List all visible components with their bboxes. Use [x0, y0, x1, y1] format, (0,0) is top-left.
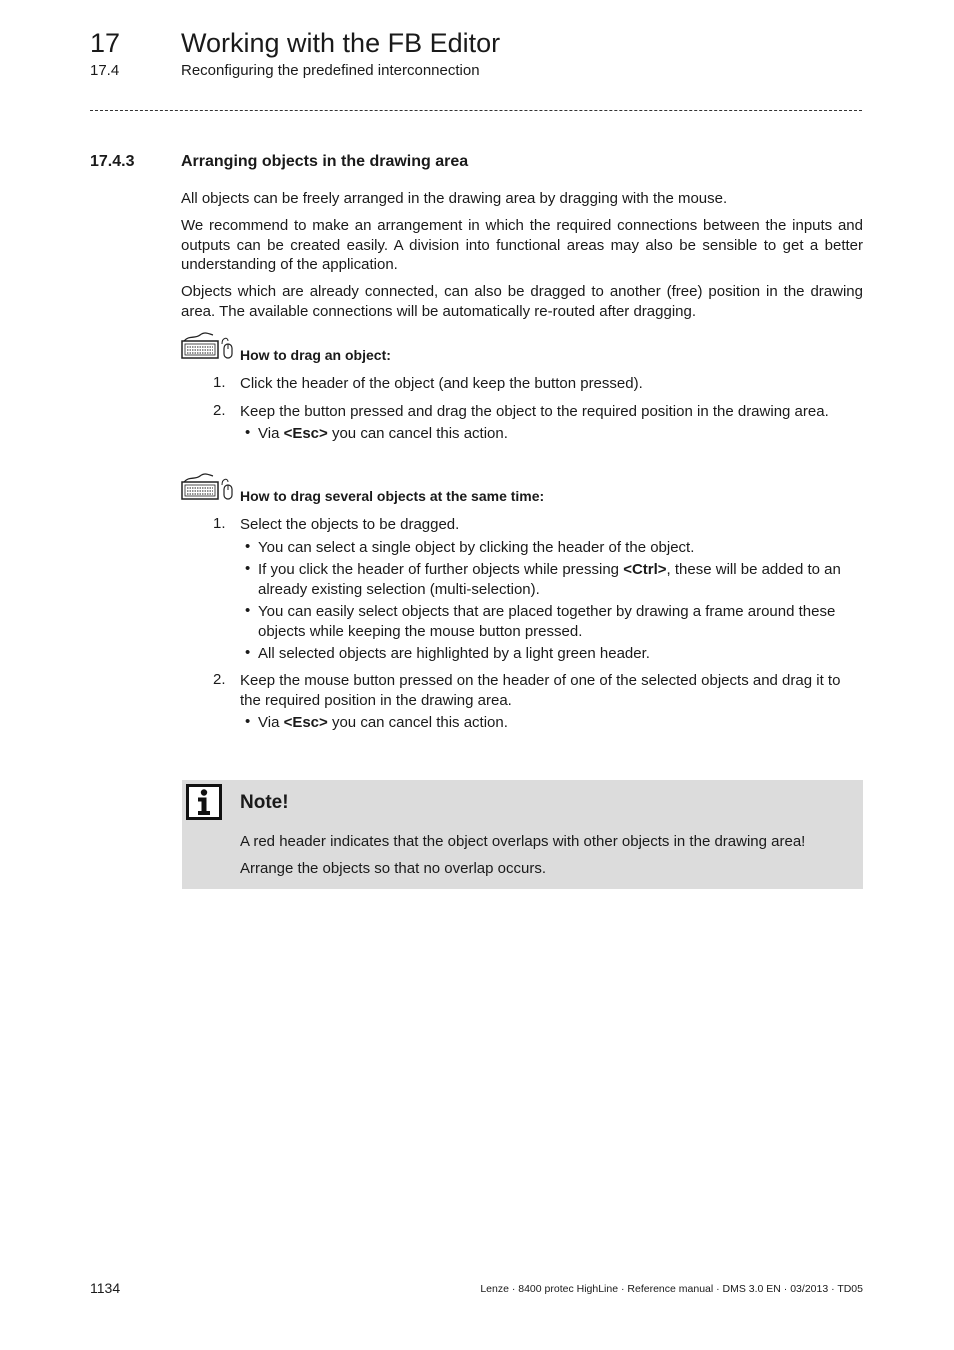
- step-text: Select the objects to be dragged.: [240, 516, 460, 533]
- step-number: 2.: [213, 671, 226, 688]
- bullet-text: You can select a single object by clicking the header of the object.: [258, 539, 695, 556]
- section-title: Reconfiguring the predefined interconnection: [181, 62, 480, 79]
- chapter-number: 17: [90, 28, 121, 58]
- bullet-text: If you click the header of further objects while pressing <Ctrl>, these will be added to an already existing selection (multi-selection).: [258, 561, 841, 598]
- bullet-marker: •: [245, 560, 251, 577]
- info-icon: [186, 784, 222, 820]
- header-divider: [90, 110, 862, 111]
- paragraph-connected-objects: Objects which are already connected, can also be dragged to another (free) position in the drawing area. The available connections will be automatically re-routed after dragging.: [181, 283, 863, 320]
- step-text: Keep the mouse button pressed on the header of one of the selected objects and drag it to the required position in the drawing area.: [240, 672, 841, 709]
- step-number: 1.: [213, 374, 226, 391]
- bullet-text: Via <Esc> you can cancel this action.: [258, 714, 508, 731]
- procedure-title: How to drag several objects at the same time:: [240, 488, 545, 504]
- section-number: 17.4: [90, 62, 120, 79]
- paragraph-recommendation: We recommend to make an arrangement in which the required connections between the inputs and outputs can be created easily. A division into functional areas may also be sensible to get a better understanding of the application.: [181, 217, 863, 273]
- paragraph-intro: All objects can be freely arranged in the drawing area by dragging with the mouse.: [181, 190, 728, 207]
- note-title: Note!: [240, 792, 289, 813]
- keyboard-mouse-icon: [181, 473, 233, 503]
- key-esc: <Esc>: [283, 714, 328, 731]
- bullet-marker: •: [245, 538, 251, 555]
- bullet-marker: •: [245, 424, 251, 441]
- subsection-number: 17.4.3: [90, 153, 135, 170]
- footer-text: Lenze · 8400 protec HighLine · Reference manual · DMS 3.0 EN · 03/2013 · TD05: [480, 1283, 863, 1295]
- bullet-text: All selected objects are highlighted by a light green header.: [258, 645, 650, 662]
- step-number: 2.: [213, 402, 226, 419]
- key-ctrl: <Ctrl>: [623, 561, 667, 578]
- note-text: A red header indicates that the object overlaps with other objects in the drawing area!: [240, 833, 806, 850]
- bullet-marker: •: [245, 602, 251, 619]
- key-esc: <Esc>: [283, 425, 328, 442]
- step-text: Click the header of the object (and keep the button pressed).: [240, 375, 643, 392]
- subsection-title: Arranging objects in the drawing area: [181, 153, 469, 170]
- page-number: 1134: [90, 1280, 121, 1296]
- step-number: 1.: [213, 515, 226, 532]
- keyboard-mouse-icon: [181, 332, 233, 362]
- bullet-text: Via <Esc> you can cancel this action.: [258, 425, 508, 442]
- bullet-marker: •: [245, 713, 251, 730]
- step-text: Keep the button pressed and drag the object to the required position in the drawing area.: [240, 403, 829, 420]
- note-text: Arrange the objects so that no overlap occurs.: [240, 860, 547, 877]
- bullet-text: You can easily select objects that are placed together by drawing a frame around these objects while keeping the mouse button pressed.: [258, 603, 836, 640]
- chapter-title: Working with the FB Editor: [181, 28, 501, 58]
- procedure-title: How to drag an object:: [240, 347, 391, 363]
- bullet-marker: •: [245, 644, 251, 661]
